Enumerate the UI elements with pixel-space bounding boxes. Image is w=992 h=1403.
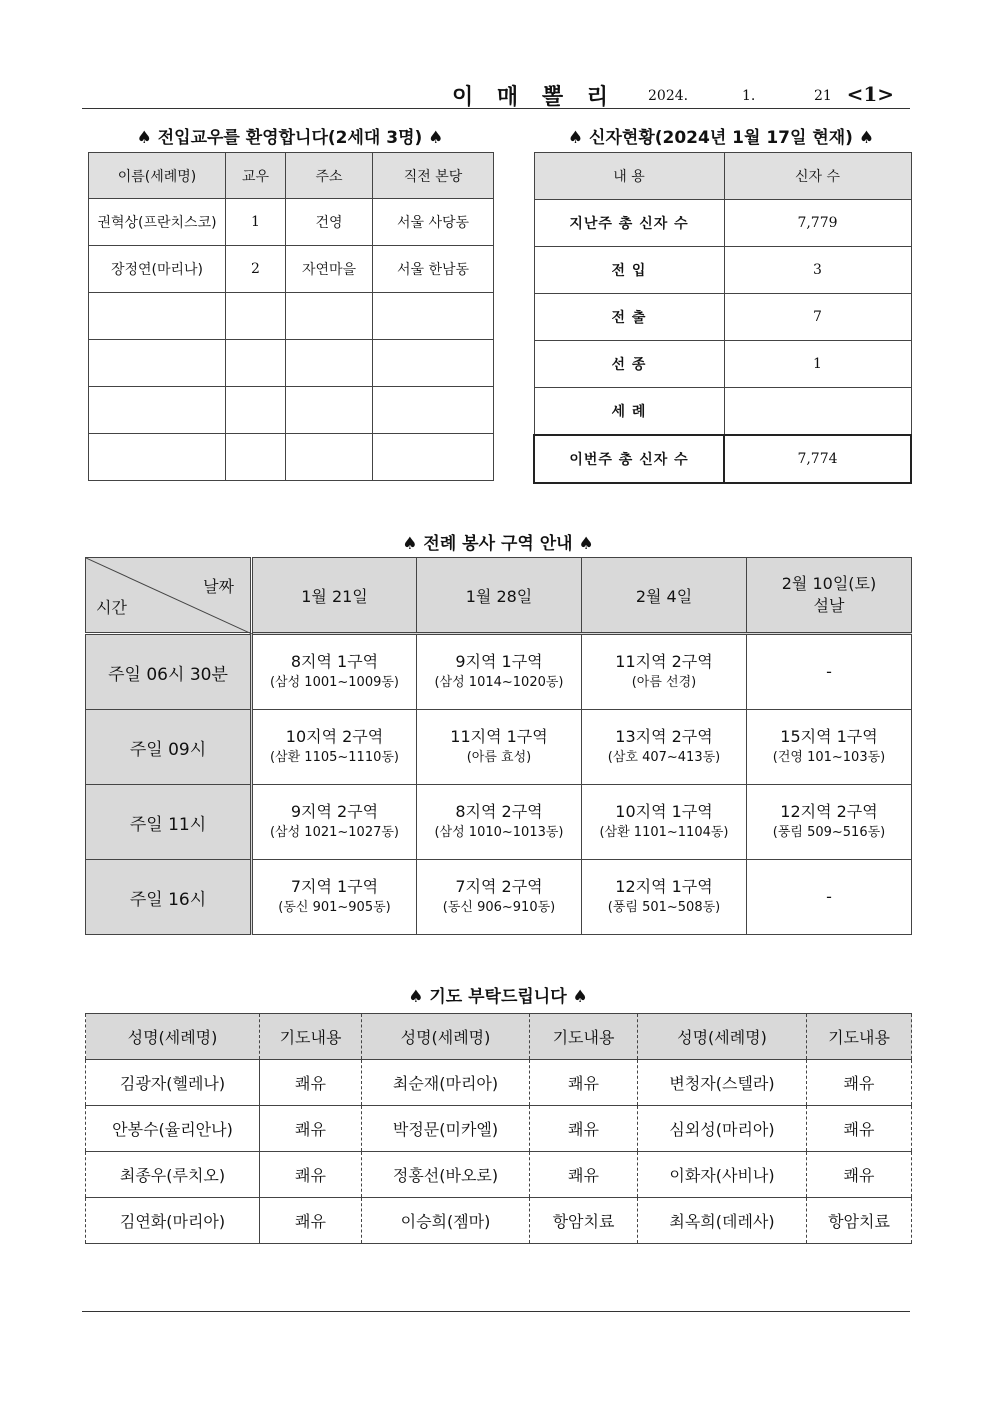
table-cell: 이승희(젬마)	[362, 1198, 530, 1244]
table-row	[86, 1060, 912, 1106]
corner-date-label: 날짜	[203, 577, 234, 596]
zone-name: 9지역 1구역	[455, 652, 543, 671]
zone-name: 7지역 2구역	[455, 877, 543, 896]
zone-name: 11지역 1구역	[450, 727, 548, 746]
table-cell: 쾌유	[530, 1106, 638, 1152]
zone-cell	[582, 634, 747, 710]
corner-time-label: 시간	[96, 598, 127, 617]
table-cell: 건영	[286, 199, 373, 246]
table-row	[89, 387, 494, 434]
table-cell: 쾌유	[260, 1198, 362, 1244]
table-cell: 쾌유	[807, 1106, 912, 1152]
row-label: 세 례	[534, 388, 724, 436]
zone-name: 7지역 1구역	[290, 877, 379, 896]
zone-cell	[252, 710, 417, 785]
zone-cell	[747, 860, 912, 935]
date-header-line: 2월 10일(토)	[781, 574, 877, 593]
row-value: 1	[724, 341, 911, 388]
column-header: 성명(세례명)	[362, 1014, 530, 1060]
row-value: 7,774	[724, 435, 911, 483]
table-row	[86, 860, 912, 935]
newcomers-title: ♠ 전입교우를 환영합니다(2세대 3명) ♠	[136, 128, 444, 148]
table-cell: 최종우(루치오)	[86, 1152, 260, 1198]
table-row	[534, 294, 911, 341]
row-value	[724, 388, 911, 436]
row-label: 전 출	[534, 294, 724, 341]
table-row	[89, 199, 494, 246]
zone-name: 11지역 2구역	[615, 652, 713, 671]
table-cell: 최옥희(데레사)	[638, 1198, 807, 1244]
table-row	[86, 785, 912, 860]
zone-detail: (삼호 407~413동)	[607, 750, 721, 765]
zone-cell	[417, 634, 582, 710]
column-header: 성명(세례명)	[86, 1014, 260, 1060]
footer-divider	[82, 1311, 910, 1312]
zone-detail: (삼성 1014~1020동)	[434, 675, 564, 690]
column-header: 직전 본당	[373, 153, 494, 199]
column-header: 교우	[226, 153, 286, 199]
table-cell	[286, 293, 373, 340]
table-header-row	[89, 153, 494, 199]
service-title: ♠ 전례 봉사 구역 안내 ♠	[402, 534, 594, 554]
table-cell	[89, 293, 226, 340]
table-cell	[373, 293, 494, 340]
zone-name: 8지역 1구역	[290, 652, 379, 671]
date-header	[747, 558, 912, 634]
zone-name: 12지역 1구역	[615, 877, 713, 896]
zone-cell	[417, 785, 582, 860]
column-header: 내 용	[534, 153, 724, 200]
table-cell	[373, 340, 494, 387]
bulletin-header	[82, 78, 910, 109]
table-row	[86, 710, 912, 785]
zone-detail: (삼성 1021~1027동)	[269, 825, 399, 840]
table-cell: 안봉수(율리안나)	[86, 1106, 260, 1152]
table-cell: 김연화(마리아)	[86, 1198, 260, 1244]
table-cell: 2	[226, 246, 286, 293]
table-cell	[226, 434, 286, 481]
table-cell: 자연마을	[286, 246, 373, 293]
row-label: 지난주 총 신자 수	[534, 200, 724, 247]
zone-cell	[417, 860, 582, 935]
total-row	[534, 435, 911, 483]
table-cell: 쾌유	[260, 1060, 362, 1106]
page-number: <1>	[846, 82, 894, 106]
believers-title: ♠ 신자현황(2024년 1월 17일 현재) ♠	[567, 128, 875, 148]
newcomers-table	[88, 152, 494, 481]
zone-cell	[582, 785, 747, 860]
date-month: 1.	[742, 88, 756, 104]
date-day: 21	[814, 88, 832, 104]
zone-detail: (풍림 501~508동)	[607, 900, 721, 915]
zone-detail: (건영 101~103동)	[772, 750, 886, 765]
zone-cell	[747, 785, 912, 860]
table-cell	[89, 387, 226, 434]
zone-cell	[747, 710, 912, 785]
zone-detail: (삼성 1010~1013동)	[434, 825, 564, 840]
table-header-row	[86, 1014, 912, 1060]
table-row	[86, 1106, 912, 1152]
table-cell: 정홍선(바오로)	[362, 1152, 530, 1198]
table-row	[86, 1152, 912, 1198]
table-cell: 심외성(마리아)	[638, 1106, 807, 1152]
table-cell: 쾌유	[260, 1152, 362, 1198]
zone-detail: (삼환 1105~1110동)	[269, 750, 399, 765]
row-label: 이번주 총 신자 수	[534, 435, 724, 483]
zone-cell	[582, 860, 747, 935]
zone-detail: (풍림 509~516동)	[772, 825, 886, 840]
table-cell	[226, 387, 286, 434]
table-row	[86, 634, 912, 710]
prayer-table	[85, 1013, 912, 1244]
table-cell: 쾌유	[807, 1060, 912, 1106]
row-value: 3	[724, 247, 911, 294]
table-cell: 쾌유	[260, 1106, 362, 1152]
table-header-row	[86, 558, 912, 634]
zone-cell	[252, 634, 417, 710]
column-header: 기도내용	[807, 1014, 912, 1060]
table-cell: 변청자(스텔라)	[638, 1060, 807, 1106]
date-header-line: 설날	[813, 596, 845, 615]
service-table	[85, 557, 912, 935]
zone-name: 9지역 2구역	[290, 802, 379, 821]
table-row	[89, 340, 494, 387]
table-cell	[89, 434, 226, 481]
zone-detail: (아름 선경)	[631, 675, 697, 690]
believers-table	[533, 152, 912, 484]
date-year: 2024.	[648, 88, 689, 104]
table-row	[534, 341, 911, 388]
zone-name: 10지역 2구역	[285, 727, 384, 746]
date-header: 1월 28일	[417, 558, 582, 634]
table-cell: 항암치료	[530, 1198, 638, 1244]
zone-name: 13지역 2구역	[615, 727, 713, 746]
table-row	[89, 293, 494, 340]
zone-detail: (동신 906~910동)	[442, 900, 556, 915]
table-cell	[226, 293, 286, 340]
prayer-title: ♠ 기도 부탁드립니다 ♠	[408, 987, 588, 1007]
time-label: 주일 16시	[86, 860, 252, 935]
zone-detail: (삼환 1101~1104동)	[599, 825, 729, 840]
table-row	[86, 1198, 912, 1244]
column-header: 기도내용	[530, 1014, 638, 1060]
zone-cell	[252, 785, 417, 860]
table-row	[89, 434, 494, 481]
table-cell: 1	[226, 199, 286, 246]
zone-name: -	[826, 662, 832, 681]
table-cell: 박정문(미카엘)	[362, 1106, 530, 1152]
corner-header	[86, 558, 252, 634]
table-cell	[226, 340, 286, 387]
time-label: 주일 09시	[86, 710, 252, 785]
time-label: 주일 06시 30분	[86, 634, 252, 710]
zone-name: 8지역 2구역	[455, 802, 543, 821]
zone-cell	[747, 634, 912, 710]
table-cell	[373, 387, 494, 434]
table-cell: 쾌유	[530, 1060, 638, 1106]
row-value: 7,779	[724, 200, 911, 247]
zone-name: 10지역 1구역	[615, 802, 713, 821]
column-header: 성명(세례명)	[638, 1014, 807, 1060]
zone-cell	[417, 710, 582, 785]
zone-name: 12지역 2구역	[780, 802, 878, 821]
time-label: 주일 11시	[86, 785, 252, 860]
zone-detail: (동신 901~905동)	[278, 900, 391, 915]
table-header-row	[534, 153, 911, 200]
date-header: 1월 21일	[252, 558, 417, 634]
table-row	[89, 246, 494, 293]
table-cell	[89, 340, 226, 387]
table-row	[534, 388, 911, 436]
zone-name: -	[826, 887, 832, 906]
table-row	[534, 247, 911, 294]
zone-detail: (아름 효성)	[466, 750, 532, 765]
column-header: 주소	[286, 153, 373, 199]
zone-name: 15지역 1구역	[780, 727, 878, 746]
table-cell: 쾌유	[807, 1152, 912, 1198]
zone-detail: (삼성 1001~1009동)	[269, 675, 399, 690]
table-cell: 권혁상(프란치스코)	[89, 199, 226, 246]
table-cell	[373, 434, 494, 481]
table-cell	[286, 387, 373, 434]
table-cell: 장정연(마리나)	[89, 246, 226, 293]
column-header: 이름(세례명)	[89, 153, 226, 199]
table-cell	[286, 340, 373, 387]
zone-cell	[252, 860, 417, 935]
table-cell: 이화자(사비나)	[638, 1152, 807, 1198]
row-label: 전 입	[534, 247, 724, 294]
table-cell: 최순재(마리아)	[362, 1060, 530, 1106]
zone-cell	[582, 710, 747, 785]
table-cell	[286, 434, 373, 481]
date-header: 2월 4일	[582, 558, 747, 634]
row-label: 선 종	[534, 341, 724, 388]
column-header: 신자 수	[724, 153, 911, 200]
table-row	[534, 200, 911, 247]
column-header: 기도내용	[260, 1014, 362, 1060]
table-cell: 쾌유	[530, 1152, 638, 1198]
table-cell: 항암치료	[807, 1198, 912, 1244]
bulletin-title: 이 매 뽈 리	[452, 85, 616, 110]
table-cell: 김광자(헬레나)	[86, 1060, 260, 1106]
row-value: 7	[724, 294, 911, 341]
table-cell: 서울 사당동	[373, 199, 494, 246]
table-cell: 서울 한남동	[373, 246, 494, 293]
